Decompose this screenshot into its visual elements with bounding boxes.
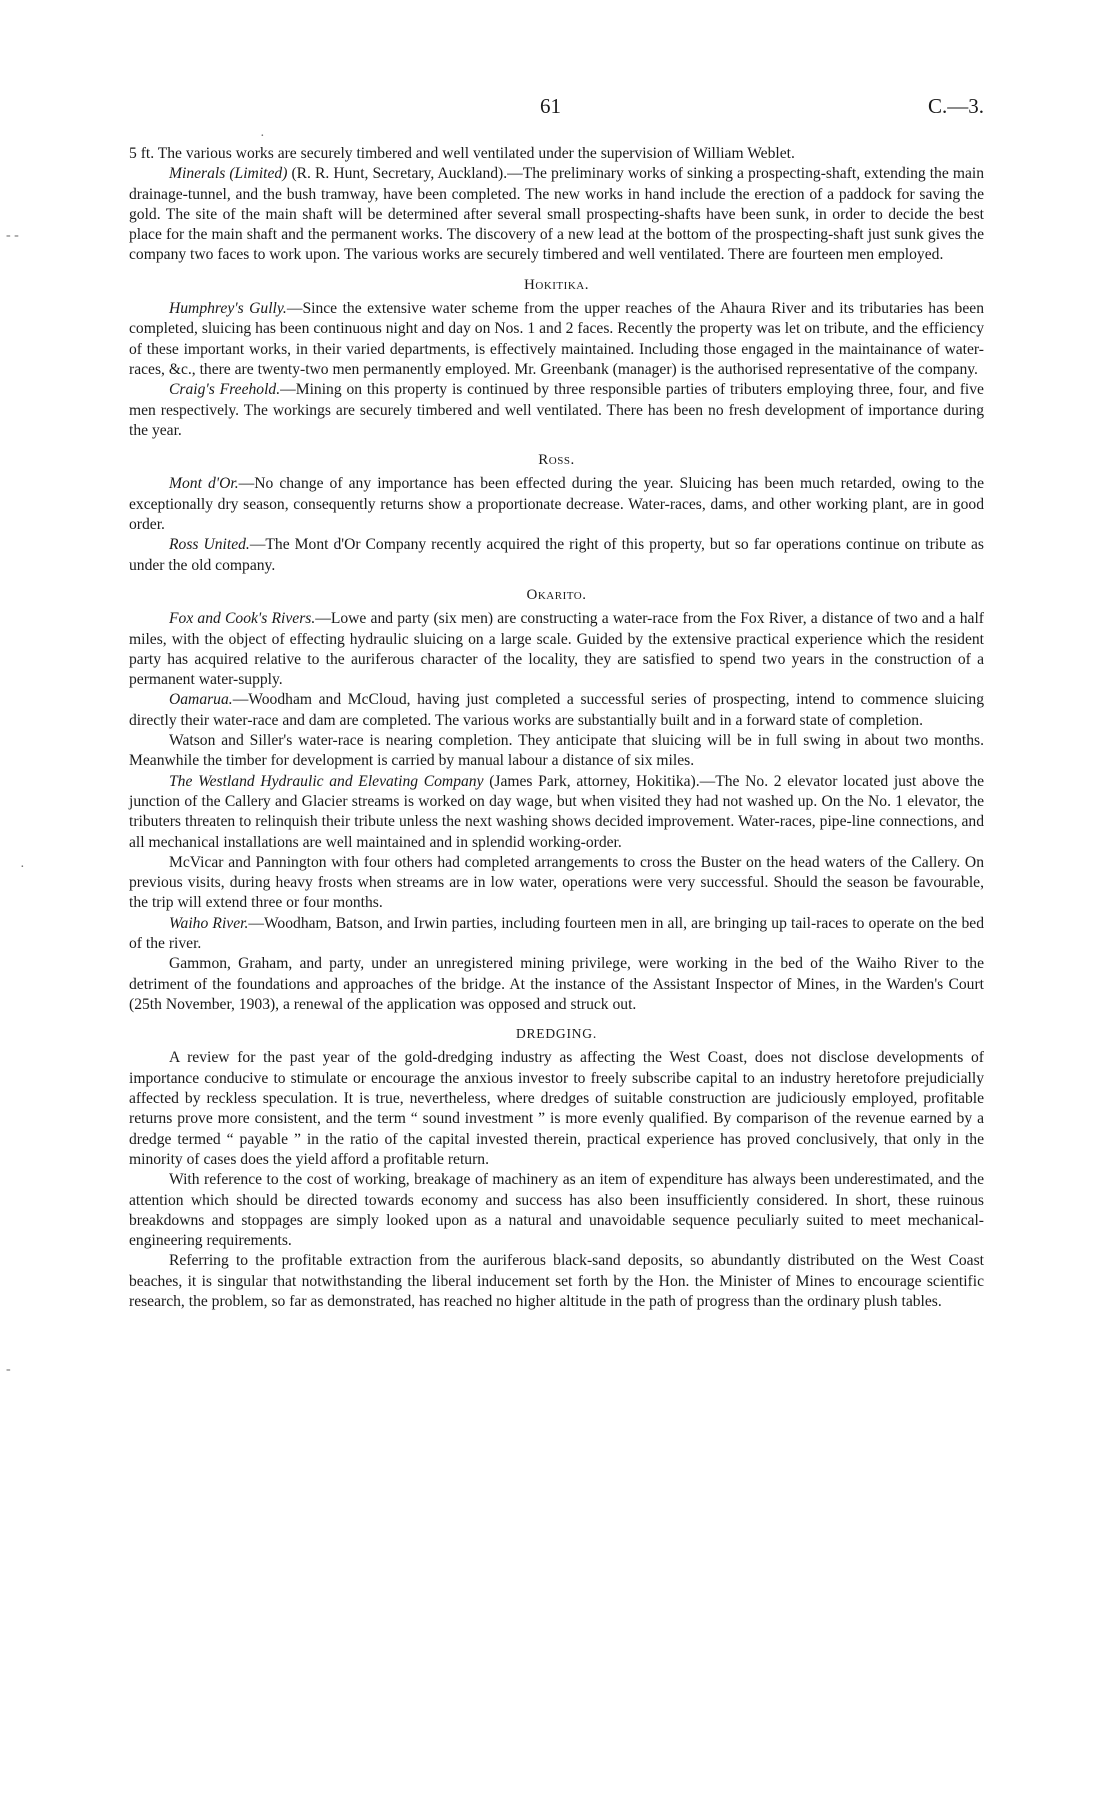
paragraph [129,299,984,380]
paragraph-text: (James Park, attorney, Hokitika).—The No. 2 elevator located just above the junction of the Callery and Glacier streams is worked on day wage, but when visited they had not washed up. On the No. 1 elevator, the tributers threaten to relinquish their tribute unless the next washing shows decided improvement. Water-races, pipe-line connections, and all mechanical installations are well maintained and in splendid working-order. [129,772,984,851]
paragraph-text: McVicar and Pannington with four others had completed arrangements to cross the Buster on the head waters of the Callery. On previous visits, during heavy frosts when streams are in low water, operations were very successful. Should the season be favourable, the trip will extend three or four months. [129,853,984,912]
paragraph-text: Watson and Siller's water-race is nearing completion. They anticipate that sluicing will be in full swing in about two months. Meanwhile the timber for development is carried by manual labour a distance of six miles. [129,732,984,770]
page-header [0,94,1114,124]
paragraph-lead: Craig's Freehold. [169,381,281,399]
paragraph-lead: Ross United. [169,536,250,554]
paragraph [129,474,984,535]
paragraph-lead: Humphrey's Gully. [169,300,287,318]
paragraph-lead: Waiho River. [169,914,249,932]
paragraph [129,853,984,914]
section-ross [129,450,984,576]
paragraph [129,731,984,772]
document-body [129,144,984,1312]
section-intro [129,144,984,266]
paragraph-text: —No change of any importance has been effected during the year. Sluicing has been much retarded, owing to the exceptionally dry season, consequently returns show a proportionate decrease. Water-races, dams, and other working plant, are in good order. [129,475,985,534]
paragraph-text: —Lowe and party (six men) are constructing a water-race from the Fox River, a distance of two and a half miles, with the object of effecting hydraulic sluicing on a large scale. Guided by the extensive practical experience which the resident party has acquired relative to the auriferous character of the locality, they are satisfied to spend two years in the construction of a permanent water-supply. [129,610,984,689]
paragraph-lead: Oamarua. [169,691,233,709]
paragraph-text: —Woodham and McCloud, having just completed a successful series of prospecting, intend to commence sluicing directly their water-race and dam are completed. The various works are substantially built and in a forward state of completion. [129,691,984,729]
paragraph-text: —The Mont d'Or Company recently acquired the right of this property, but so far operations continue on tribute as under the old company. [129,536,984,574]
paragraph-lead: Mont d'Or. [169,475,239,493]
paragraph [129,1048,984,1170]
paragraph-text: Gammon, Graham, and party, under an unregistered mining privilege, were working in the bed of the Waiho River to the detriment of the foundations and approaches of the bridge. At the instance of the Assistant Inspector of Mines, in the Warden's Court (25th November, 1903), a renewal of the application was opposed and struck out. [129,955,984,1013]
paragraph-text: —Mining on this property is continued by three responsible parties of tributers employing three, four, and five men respectively. The workings are securely timbered and well ventilated. There has been no fresh development of importance during the year. [129,381,984,439]
paragraph-text: —Woodham, Batson, and Irwin parties, including fourteen men in all, are bringing up tail-races to operate on the bed of the river. [129,914,984,952]
paragraph [129,609,984,690]
section-heading: Hokitika. [524,276,589,293]
scan-speck: · [20,860,25,875]
paragraph-text: A review for the past year of the gold-dredging industry as affecting the West Coast, does not disclose developments of importance conducive to stimulate or encourage the anxious investor to freely subscribe capital to an industry heretofore prejudicially affected by reckless speculation. It is true, nevertheless, where dredges of suitable construction are judiciously employed, profitable returns prove more consistent, and the term “ sound investment ” is more evenly qualified. By comparison of the revenue earned by a dredge termed “ payable ” in the ratio of the capital invested therein, practical experience has proved conclusively, that only in the minority of cases does the yield afford a profitable return. [129,1049,984,1168]
section-okarito [129,585,984,1015]
paragraph [129,954,984,1015]
section-heading: Ross. [538,452,575,469]
paragraph [129,914,984,955]
paragraph [129,772,984,853]
paragraph-lead: Minerals (Limited) [169,165,288,183]
paragraph [129,1251,984,1312]
paragraph [129,164,984,265]
paragraph-text: 5 ft. The various works are securely timbered and well ventilated under the supervision of William Weblet. [129,145,795,162]
paragraph [129,1170,984,1251]
section-dredging [129,1024,984,1312]
scan-speck: · [260,129,265,144]
scan-speck: - [6,1362,11,1377]
document-code: C.—3. [927,94,984,118]
scan-speck: - - [6,228,19,243]
paragraph-lead: Fox and Cook's Rivers. [169,610,316,628]
paragraph-text: —Since the extensive water scheme from the upper reaches of the Ahaura River and its tributaries has been completed, sluicing has been continuous night and day on Nos. 1 and 2 faces. Recently the property was let on tribute, and the efficiency of these important works, in their varied departments, is effectively maintained. Including those engaged in the maintainance of water-races, &c., there are twenty-two men permanently employed. Mr. Greenbank (manager) is the authorised representative of the company. [129,300,984,378]
paragraph-lead: The Westland Hydraulic and Elevating Company [169,772,484,790]
section-hokitika [129,275,984,441]
paragraph [129,144,984,164]
paragraph [129,690,984,731]
paragraph [129,535,984,576]
paragraph-text: With reference to the cost of working, breakage of machinery as an item of expenditure has always been underestimated, and the attention which should be directed towards economy and success has also been insufficiently considered. In short, these ruinous breakdowns and stoppages are simply looked upon as a natural and unavoidable sequence peculiarly suited to meet mechanical-engineering requirements. [129,1171,984,1250]
paragraph [129,380,984,441]
section-heading: DREDGING. [515,1026,598,1042]
section-heading: Okarito. [526,586,587,603]
paragraph-text: Referring to the profitable extraction from the auriferous black-sand deposits, so abundantly distributed on the West Coast beaches, it is singular that notwithstanding the liberal inducement set forth by the Hon. the Minister of Mines to encourage scientific research, the problem, so far as demonstrated, has reached no higher altitude in the path of progress than the ordinary plush tables. [129,1252,984,1311]
paragraph-text: (R. R. Hunt, Secretary, Auckland).—The preliminary works of sinking a prospecting-shaft, extending the main drainage-tunnel, and the bush tramway, have been completed. The new works in hand include the erection of a paddock for saving the gold. The site of the main shaft will be determined after several small prospecting-shafts have been sunk, in order to decide the best place for the main shaft and the permanent works. The discovery of a new lead at the bottom of the prospecting-shaft just sunk gives the company two faces to work upon. The various works are securely timbered and well ventilated. There are fourteen men employed. [129,165,984,264]
page-number: 61 [540,94,561,118]
